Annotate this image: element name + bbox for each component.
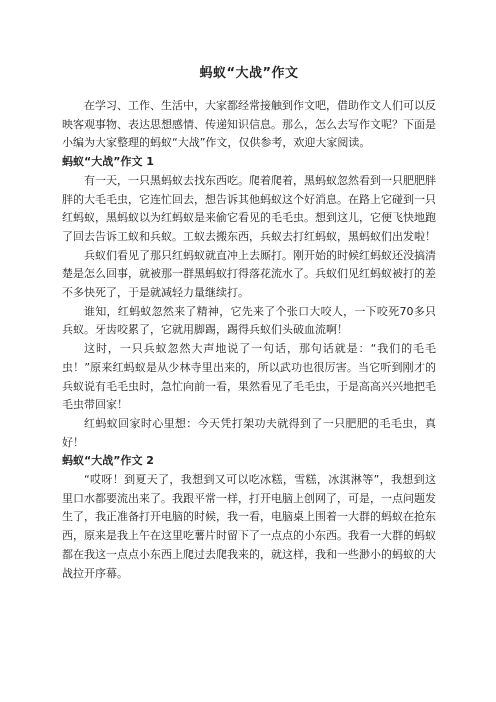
document-title: 蚂蚁“大战”作文	[199, 66, 299, 81]
section-heading-1: 蚂蚁“大战”作文 1	[62, 155, 154, 169]
intro-paragraph: 在学习、工作、生活中，大家都经常接触到作文吧，借助作文人们可以反映客观事物、表达思想感情、传递知识信息。那么，怎么去写作文呢？下面是小编为大家整理的蚂蚁“大战”作文，仅供参考，欢迎大家阅读。	[62, 99, 436, 150]
section-1-paragraph-4: 这时，一只兵蚁忽然大声地说了一句话，那句话就是：“我们的毛毛虫！”原来红蚂蚁是从少林寺里出来的，所以武功也很厉害。当它听到刚才的兵蚁说有毛毛虫时，急忙向前一看，果然看见了毛毛虫，于是高高兴兴地把毛毛虫带回家！	[62, 342, 436, 412]
section-1-paragraph-5: 红蚂蚁回家时心里想：今天凭打架功夫就得到了一只肥肥的毛毛虫，真好！	[62, 416, 436, 449]
section-1-paragraph-3: 谁知，红蚂蚁忽然来了精神，它先来了个张口大咬人，一下咬死70多只兵蚁。牙齿咬累了，它就用脚踢，踢得兵蚁们头破血流啊！	[62, 304, 436, 337]
section-1-paragraph-1: 有一天，一只黑蚂蚁去找东西吃。爬着爬着，黑蚂蚁忽然看到一只肥肥胖胖的大毛毛虫，它连忙回去，想告诉其他蚂蚁这个好消息。在路上它碰到一只红蚂蚁，黑蚂蚁以为红蚂蚁是来偷它看见的毛毛虫。想到这儿，它便飞快地跑了回去告诉工蚁和兵蚁。工蚁去搬东西，兵蚁去打红蚂蚁，黑蚂蚁们出发啦！	[62, 173, 436, 243]
section-1-paragraph-2: 兵蚁们看见了那只红蚂蚁就直冲上去厮打。刚开始的时候红蚂蚁还没搞清楚是怎么回事，就被那一群黑蚂蚁打得落花流水了。兵蚁们见红蚂蚁被打的差不多快死了，于是就减轻力量继续打。	[62, 248, 436, 300]
section-heading-2: 蚂蚁“大战”作文 2	[62, 454, 154, 468]
section-2-paragraph-1: “哎呀！到夏天了，我想到又可以吃冰糕，雪糕，冰淇淋等”，我想到这里口水都要流出来了。我跟平常一样，打开电脑上创网了，可是，一点问题发生了，我正准备打开电脑的时候，我一看，电脑桌上围着一大群的蚂蚁在抢东西，原来是我上午在这里吃薯片时留下了一点点的小东西。我看一大群的蚂蚁都在我这一点点小东西上爬过去爬我来的，就这样，我和一些渺小的蚂蚁的大战拉开序幕。	[62, 473, 436, 580]
